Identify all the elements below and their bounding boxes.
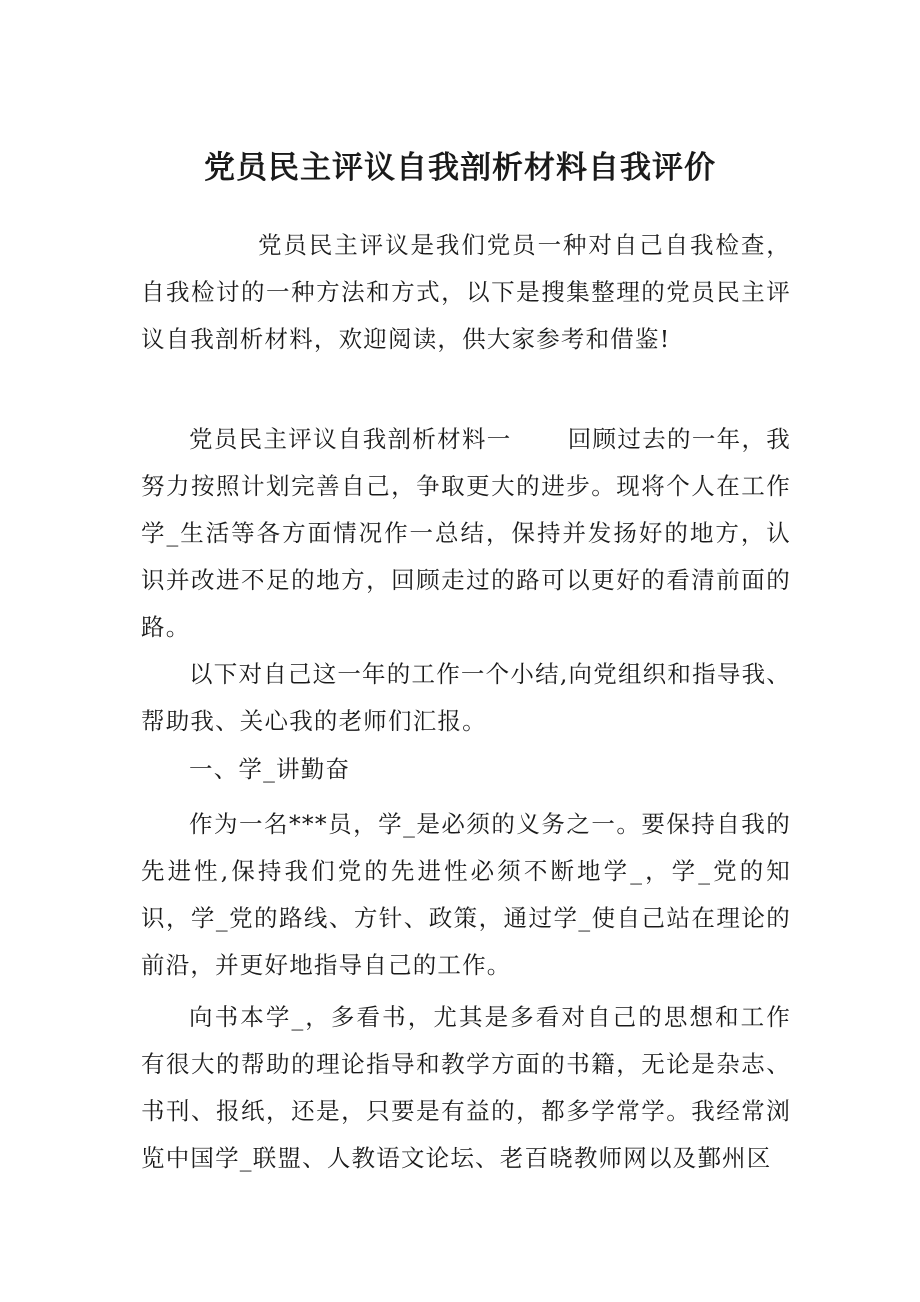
subheading-study: 一、学_讲勤奋 xyxy=(189,755,351,783)
study-paragraph-1: 作为一名***员，学_是必须的义务之一。要保持自我的先进性,保持我们党的先进性必须不断地学_，学_党的知识，学_党的路线、方针、政策，通过学_使自己站在理论的前沿，并更好地指导自己的工作。 xyxy=(141,810,791,979)
section-heading: 党员民主评议自我剖析材料一 xyxy=(189,425,512,453)
document-title: 党员民主评议自我剖析材料自我评价 xyxy=(204,150,716,186)
section-paragraph-1 xyxy=(141,416,791,651)
section-paragraph-1-text: 回顾过去的一年，我努力按照计划完善自己，争取更大的进步。现将个人在工作学_生活等各方面情况作一总结，保持并发扬好的地方，认识并改进不足的地方，回顾走过的路可以更好的看清前面的路。 xyxy=(141,425,791,641)
study-paragraph-2: 向书本学_，多看书，尤其是多看对自己的思想和工作有很大的帮助的理论指导和教学方面的书籍，无论是杂志、书刊、报纸，还是，只要是有益的，都多学常学。我经常浏览中国学_联盟、人教语文论坛、老百晓教师网以及鄞州区 xyxy=(141,1003,791,1172)
summary-paragraph: 以下对自己这一年的工作一个小结,向党组织和指导我、帮助我、关心我的老师们汇报。 xyxy=(141,660,791,735)
intro-paragraph: 党员民主评议是我们党员一种对自己自我检查，自我检讨的一种方法和方式，以下是搜集整理的党员民主评议自我剖析材料，欢迎阅读，供大家参考和借鉴! xyxy=(141,231,791,353)
